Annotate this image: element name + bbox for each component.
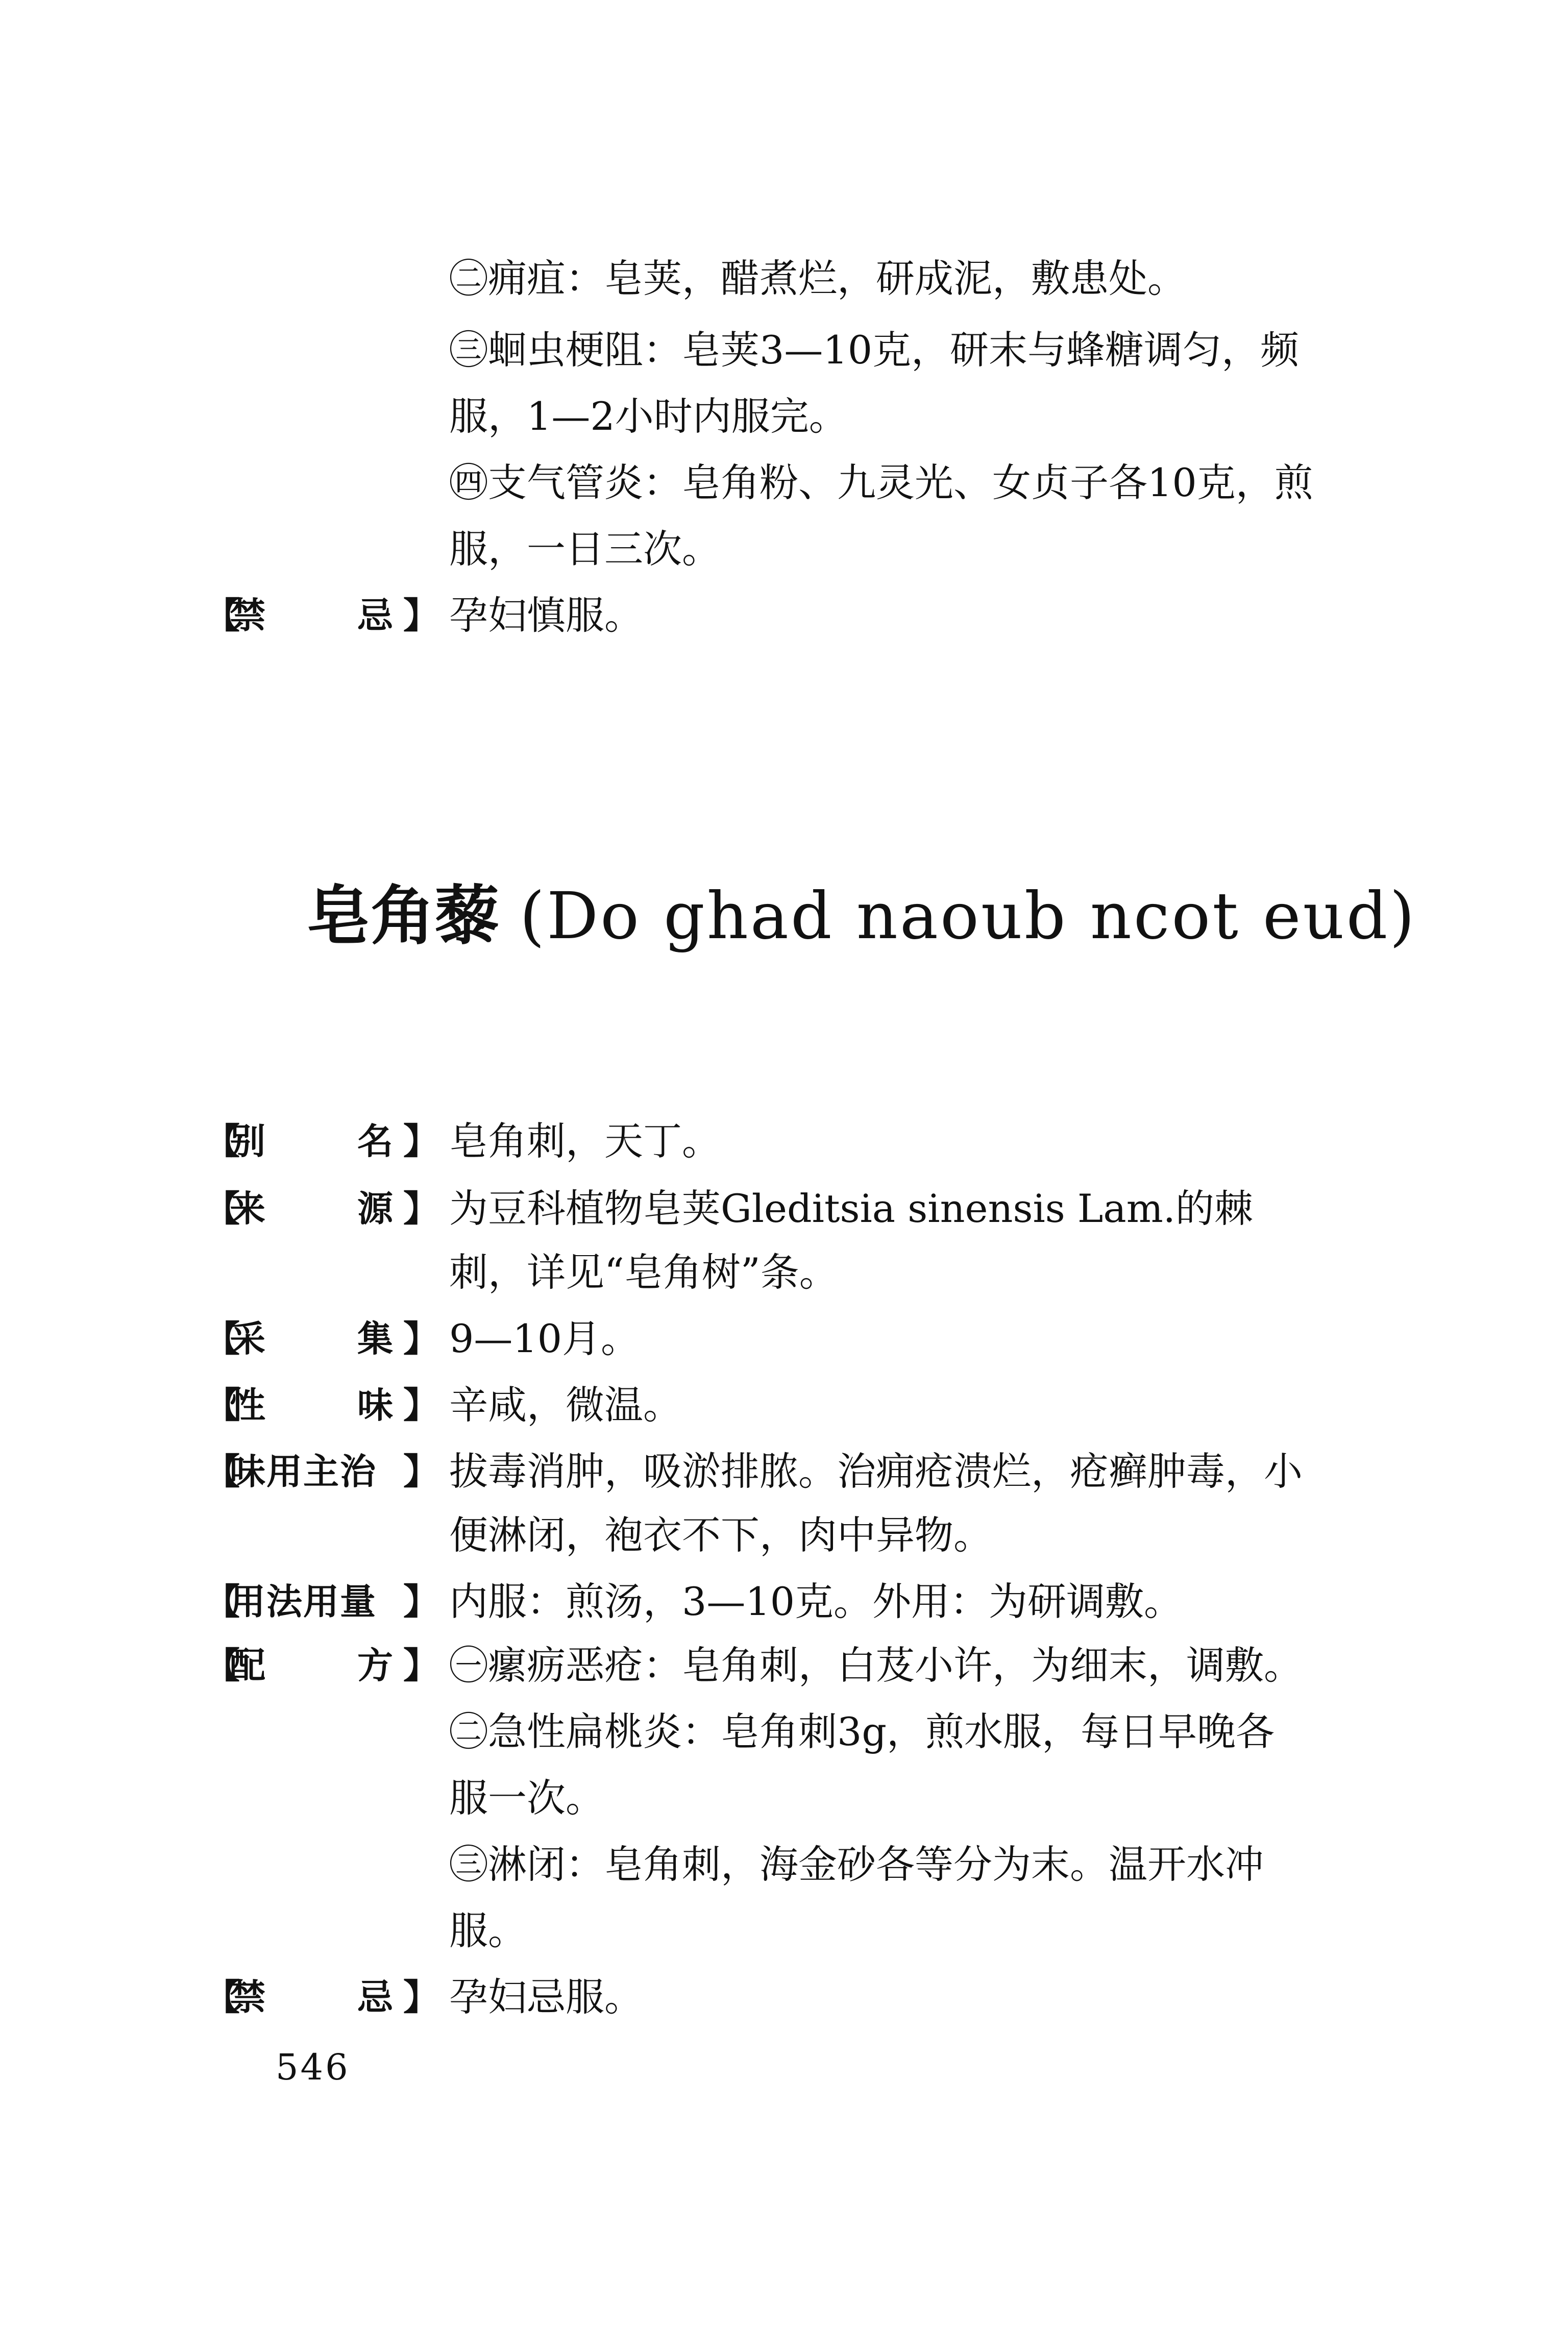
harvest-text: 9—10月。 <box>449 1316 640 1361</box>
source-text-line-1: 为豆科植物皂荚Gleditsia sinensis Lam.的棘 <box>449 1186 1253 1231</box>
nature-text: 辛咸，微温。 <box>449 1382 682 1428</box>
prev-formula-line-5: 服，一日三次。 <box>449 526 721 572</box>
entry-title-chinese: 皂角藜 <box>306 878 499 953</box>
contraindication-text: 孕妇忌服。 <box>449 1974 643 2020</box>
entry-title-latin: (Do ghad naoub ncot eud) <box>520 878 1417 953</box>
formula-line-5: 服。 <box>449 1908 527 1953</box>
prev-formula-line-4: ㊃支气管炎：皂角粉、九灵光、女贞子各10克，煎 <box>449 460 1313 505</box>
alias-text: 皂角刺，天丁。 <box>449 1118 721 1164</box>
formula-line-3: 服一次。 <box>449 1775 604 1821</box>
entry-title <box>306 875 1417 957</box>
indications-text-line-1: 拔毒消肿，吸淤排脓。治痈疮溃烂，疮癣肿毒，小 <box>449 1449 1303 1494</box>
document-page: ㊁痈疽：皂荚，醋煮烂，研成泥，敷患处。 ㊂蛔虫梗阻：皂荚3—10克，研末与蜂糖调匀，频 服，1—2小时内服完。 ㊃支气管炎：皂角粉、九灵光、女贞子各10克，煎 服，一日三次。 【 禁 忌 】 孕妇慎服。 皂角藜 (Do ghad naoub ncot eud) 【 别 名 】 皂角刺，天丁。 【 来 源 】 为豆科植物皂荚Gleditsia sinensis Lam.的棘 刺，详见“皂角树”条。 【 采 集 】 9—10月。 【 性 味 】 辛咸，微温。 【 味用主治 】 拔毒消肿，吸淤排脓。治痈疮溃烂，疮癣肿毒，小 便淋闭，袍衣不下，肉中异物。 【 用法用量 】 内服：煎汤，3—10克。外用：为研调敷。 【 配 方 】 ㊀瘰疬恶疮：皂角刺，白芨小许，为细末，调敷。 ㊁急性扁桃炎：皂角刺3g，煎水服，每日早晚各 服一次。 ㊂淋闭：皂角刺，海金砂各等分为末。温开水冲 服。 【 禁 忌 】 孕妇忌服。 546 <box>0 0 1568 2350</box>
prev-contraindication-text: 孕妇慎服。 <box>449 593 643 638</box>
formula-line-4: ㊂淋闭：皂角刺，海金砂各等分为末。温开水冲 <box>449 1842 1264 1887</box>
page-number: 546 <box>276 2046 350 2088</box>
source-text-line-2: 刺，详见“皂角树”条。 <box>449 1250 838 1295</box>
prev-formula-line-2: ㊂蛔虫梗阻：皂荚3—10克，研末与蜂糖调匀，频 <box>449 327 1300 373</box>
prev-formula-line-3: 服，1—2小时内服完。 <box>449 394 848 439</box>
usage-text: 内服：煎汤，3—10克。外用：为研调敷。 <box>449 1579 1183 1624</box>
prev-formula-line-1: ㊁痈疽：皂荚，醋煮烂，研成泥，敷患处。 <box>449 256 1186 301</box>
formula-line-2: ㊁急性扁桃炎：皂角刺3g，煎水服，每日早晚各 <box>449 1709 1275 1754</box>
indications-text-line-2: 便淋闭，袍衣不下，肉中异物。 <box>449 1512 992 1558</box>
formula-line-1: ㊀瘰疬恶疮：皂角刺，白芨小许，为细末，调敷。 <box>449 1643 1303 1688</box>
